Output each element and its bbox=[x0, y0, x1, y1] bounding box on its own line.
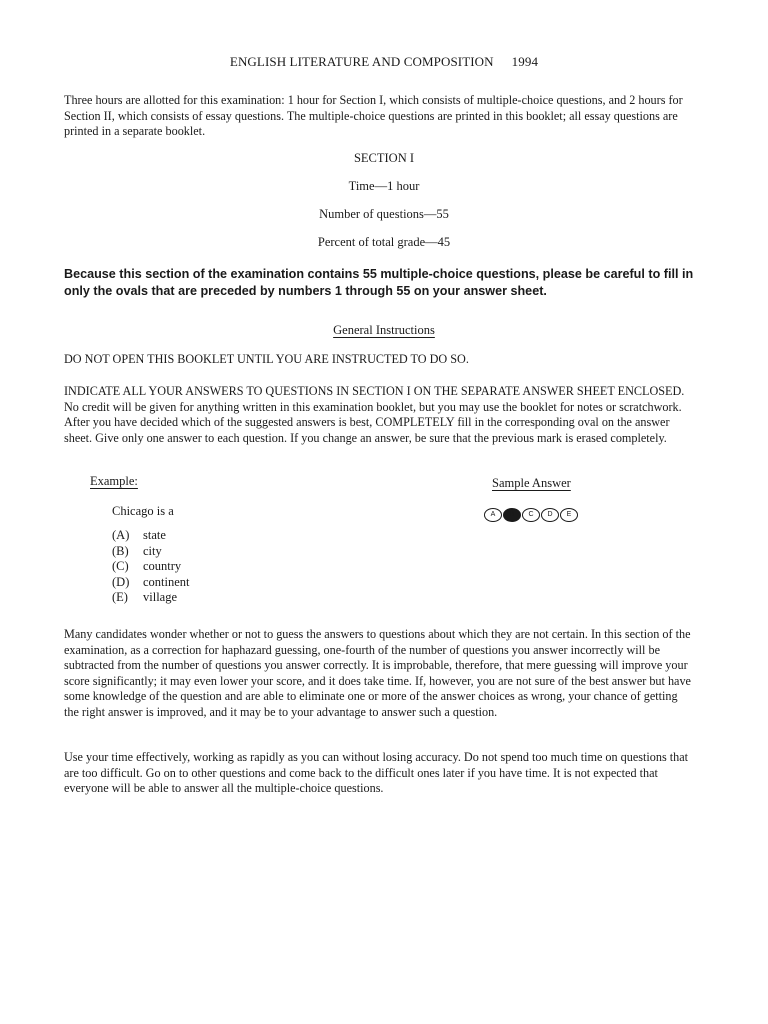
section-percent: Percent of total grade—45 bbox=[317, 235, 451, 249]
section-time: Time—1 hour bbox=[348, 179, 420, 193]
sample-answer-label bbox=[492, 476, 571, 491]
answer-instructions-text: No credit will be given for anything written in this examination booklet, but you may use the booklet for notes or scratchwork. After you have decided which of the suggested answers is best, COMPLETELY fill in the corresponding oval on the answer sheet. Give only one answer to each question. If you change an answer, be sure that the previous mark is erased completely. bbox=[64, 399, 682, 445]
example-question-stem: Chicago is a bbox=[112, 504, 174, 518]
choice-letter: (D) bbox=[112, 574, 130, 589]
choice-item bbox=[112, 544, 190, 560]
example-label bbox=[90, 474, 138, 489]
answer-instructions-caps: INDICATE ALL YOUR ANSWERS TO QUESTIONS IN SECTION I ON THE SEPARATE ANSWER SHEET ENCLOSED. bbox=[64, 384, 685, 398]
sample-answer-ovals bbox=[484, 508, 578, 522]
choice-letter: (A) bbox=[112, 528, 130, 542]
example-choices bbox=[112, 528, 190, 606]
intro-paragraph: Three hours are allotted for this examination: 1 hour for Section I, which consists of multiple-choice questions, and 2 hours for Section II, which consists of essay questions. The multiple-choice questions are printed in this booklet; all essay questions are printed in a separate booklet. bbox=[64, 93, 683, 138]
choice-text: village bbox=[143, 590, 178, 604]
exam-title: ENGLISH LITERATURE AND COMPOSITION bbox=[229, 54, 494, 69]
sample-answer-label-text: Sample Answer bbox=[492, 476, 571, 490]
answer-oval-e: E bbox=[560, 508, 578, 522]
exam-year: 1994 bbox=[511, 54, 539, 69]
choice-letter: (B) bbox=[112, 543, 129, 558]
time-use-paragraph: Use your time effectively, working as rapidly as you can without losing accuracy. Do not spend too much time on questions that are too difficult. Go on to other questions and come back to the difficult ones later if you have time. It is not expected that everyone will be able to answer all the multiple-choice questions. bbox=[64, 750, 689, 795]
answer-oval-b: B bbox=[503, 508, 521, 522]
section-name: SECTION I bbox=[353, 151, 415, 165]
page-header bbox=[0, 54, 768, 70]
general-instructions-heading bbox=[0, 323, 768, 338]
choice-letter: (C) bbox=[112, 559, 129, 573]
choice-item bbox=[112, 575, 190, 591]
answer-instructions-paragraph bbox=[64, 384, 692, 446]
choice-letter: (E) bbox=[112, 590, 128, 604]
choice-text: continent bbox=[143, 574, 190, 589]
answer-oval-c: C bbox=[522, 508, 540, 522]
general-instructions-heading-text: General Instructions bbox=[333, 323, 435, 337]
answer-oval-a: A bbox=[484, 508, 502, 522]
choice-item bbox=[112, 528, 190, 544]
guessing-paragraph: Many candidates wonder whether or not to guess the answers to questions about which they are not certain. In this section of the examination, as a correction for haphazard guessing, one-fourth of the number of questions you answer incorrectly will be subtracted from the number of questions you answer correctly. It is improbable, therefore, that mere guessing will improve your score significantly; it may even lower your score, and it does take time. If, however, you are not sure of the best answer but have some knowledge of the question and are able to eliminate one or more of the answer choices as wrong, your chance of getting the right answer is improved, and it may be to your advantage to answer such a question. bbox=[64, 627, 691, 719]
choice-text: state bbox=[143, 528, 166, 542]
choice-text: country bbox=[143, 559, 182, 573]
answer-sheet-warning: Because this section of the examination contains 55 multiple-choice questions, please be careful to fill in only the ovals that are preceded by numbers 1 through 55 on your answer sheet. bbox=[64, 267, 694, 298]
answer-oval-d: D bbox=[541, 508, 559, 522]
section-question-count: Number of questions—55 bbox=[319, 207, 449, 221]
choice-item bbox=[112, 590, 190, 606]
choice-text: city bbox=[143, 543, 162, 558]
example-label-text: Example: bbox=[90, 474, 138, 488]
do-not-open-notice: DO NOT OPEN THIS BOOKLET UNTIL YOU ARE INSTRUCTED TO DO SO. bbox=[64, 352, 469, 366]
choice-item bbox=[112, 559, 190, 575]
